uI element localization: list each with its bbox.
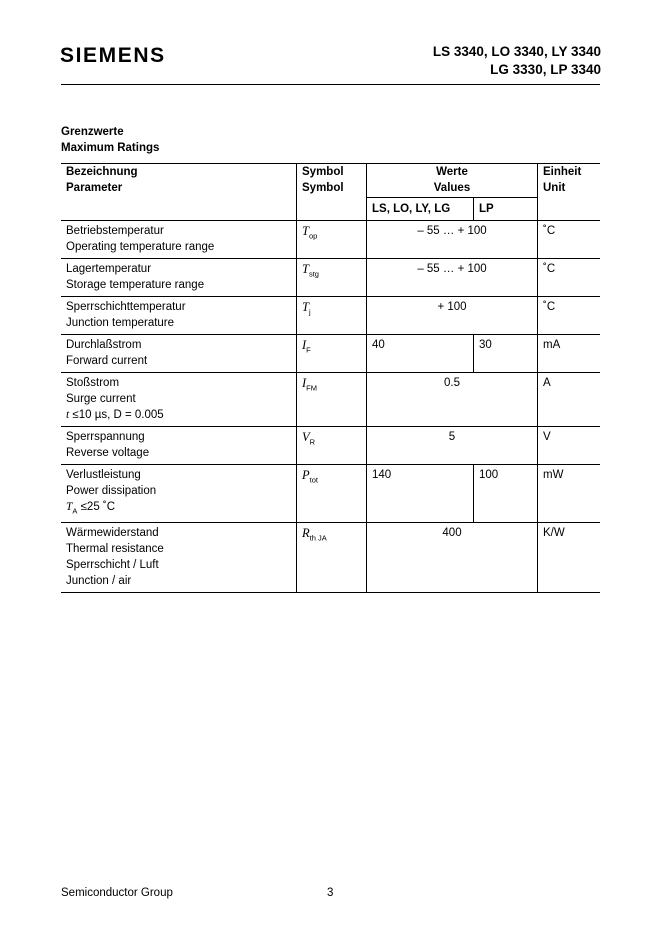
header-symbol-de: Symbol [302,166,344,178]
parameter-line: Operating temperature range [66,241,215,253]
row-symbol [297,297,367,335]
parameter-line: Wärmewiderstand [66,527,159,540]
table-row [61,465,600,523]
parameter-line: Reverse voltage [66,447,150,459]
header-symbol-en: Symbol [302,182,344,194]
section-title-de: Grenzwerte [61,126,124,138]
parameter-line: Surge current [66,393,136,405]
row-parameter [61,465,297,523]
row-parameter [61,221,297,259]
symbol-letter: V [302,430,310,444]
header-values [367,164,538,198]
header-variant-ls-lo-ly-lg: LS, LO, LY, LG [367,198,474,221]
table-header-row [61,164,600,198]
table-row [61,523,600,593]
header-parameter [61,164,297,221]
parameter-line: Sperrschichttemperatur [66,301,186,313]
row-parameter [61,297,297,335]
symbol-letter: T [302,300,309,314]
symbol-subscript: tot [309,475,318,485]
row-unit: mW [538,465,601,523]
row-parameter [61,259,297,297]
row-symbol [297,335,367,373]
symbol-letter: R [302,526,310,541]
symbol-subscript: op [308,231,318,241]
row-unit: ˚C [538,221,601,259]
parameter-condition [66,407,291,423]
row-parameter [61,373,297,427]
symbol-subscript: FM [306,383,318,393]
symbol-subscript: stg [308,269,319,279]
symbol-subscript: j [308,307,311,317]
symbol-letter: I [302,338,307,352]
symbol-subscript: F [306,345,311,355]
row-value: – 55 … + 100 [367,221,538,259]
row-value-lp: 100 [474,465,538,523]
part-numbers-line2: LG 3330, LP 3340 [490,62,601,77]
siemens-logo: SIEMENS [60,44,166,67]
section-title-en: Maximum Ratings [61,142,160,154]
row-unit: ˚C [538,259,601,297]
parameter-line: Lagertemperatur [66,263,152,275]
symbol-subscript: R [309,437,316,447]
symbol-letter: T [302,224,309,238]
row-symbol [297,221,367,259]
header-unit-en: Unit [543,182,566,194]
table-row [61,221,600,259]
symbol-subscript: th JA [309,533,327,543]
row-value: 5 [367,427,538,465]
row-value: – 55 … + 100 [367,259,538,297]
condition-variable: t [66,409,70,421]
row-value: + 100 [367,297,538,335]
part-numbers-line1: LS 3340, LO 3340, LY 3340 [432,44,601,59]
header-values-de: Werte [436,166,468,178]
page-number: 3 [327,887,334,899]
parameter-condition [66,499,291,519]
row-unit: mA [538,335,601,373]
row-symbol [297,523,367,593]
condition-text: ≤25 ˚C [77,501,116,513]
condition-text: ≤10 µs, D = 0.005 [69,409,164,421]
header-unit [538,164,601,221]
parameter-line: Forward current [66,355,148,367]
table-row [61,335,600,373]
table-row [61,297,600,335]
header-parameter-en: Parameter [66,182,123,194]
row-symbol [297,373,367,427]
parameter-line: Thermal resistance [66,543,164,556]
parameter-line: Storage temperature range [66,279,205,291]
table-row [61,427,600,465]
row-value-ls-lo-ly-lg: 40 [367,335,474,373]
header-divider [61,84,600,85]
table-row [61,259,600,297]
parameter-line: Verlustleistung [66,469,141,481]
parameter-line: Stoßstrom [66,377,120,389]
row-parameter [61,427,297,465]
condition-variable: T [66,501,73,513]
header-variant-lp: LP [474,198,538,221]
row-symbol [297,427,367,465]
table-row [61,373,600,427]
row-value: 0.5 [367,373,538,427]
header-parameter-de: Bezeichnung [66,166,138,178]
parameter-line: Sperrschicht / Luft [66,559,159,572]
section-title [61,124,159,156]
parameter-line: Junction temperature [66,317,175,329]
condition-variable-subscript: A [72,506,78,516]
footer-semiconductor-group: Semiconductor Group [61,887,173,899]
parameter-line: Junction / air [66,575,132,588]
parameter-line: Power dissipation [66,485,157,497]
row-symbol [297,465,367,523]
parameter-line: Durchlaßstrom [66,339,142,351]
row-unit: A [538,373,601,427]
row-parameter [61,335,297,373]
row-unit: ˚C [538,297,601,335]
row-symbol [297,259,367,297]
header-unit-de: Einheit [543,166,582,178]
parameter-line: Sperrspannung [66,431,145,443]
row-parameter [61,523,297,593]
header-values-en: Values [433,182,471,194]
row-value: 400 [367,523,538,593]
symbol-letter: P [302,468,310,482]
symbol-letter: I [302,376,307,390]
row-unit: K/W [538,523,601,593]
row-value-lp: 30 [474,335,538,373]
row-unit: V [538,427,601,465]
parameter-line: Betriebstemperatur [66,225,164,237]
header-symbol [297,164,367,221]
symbol-letter: T [302,262,309,276]
maximum-ratings-table [61,163,600,593]
row-value-ls-lo-ly-lg: 140 [367,465,474,523]
